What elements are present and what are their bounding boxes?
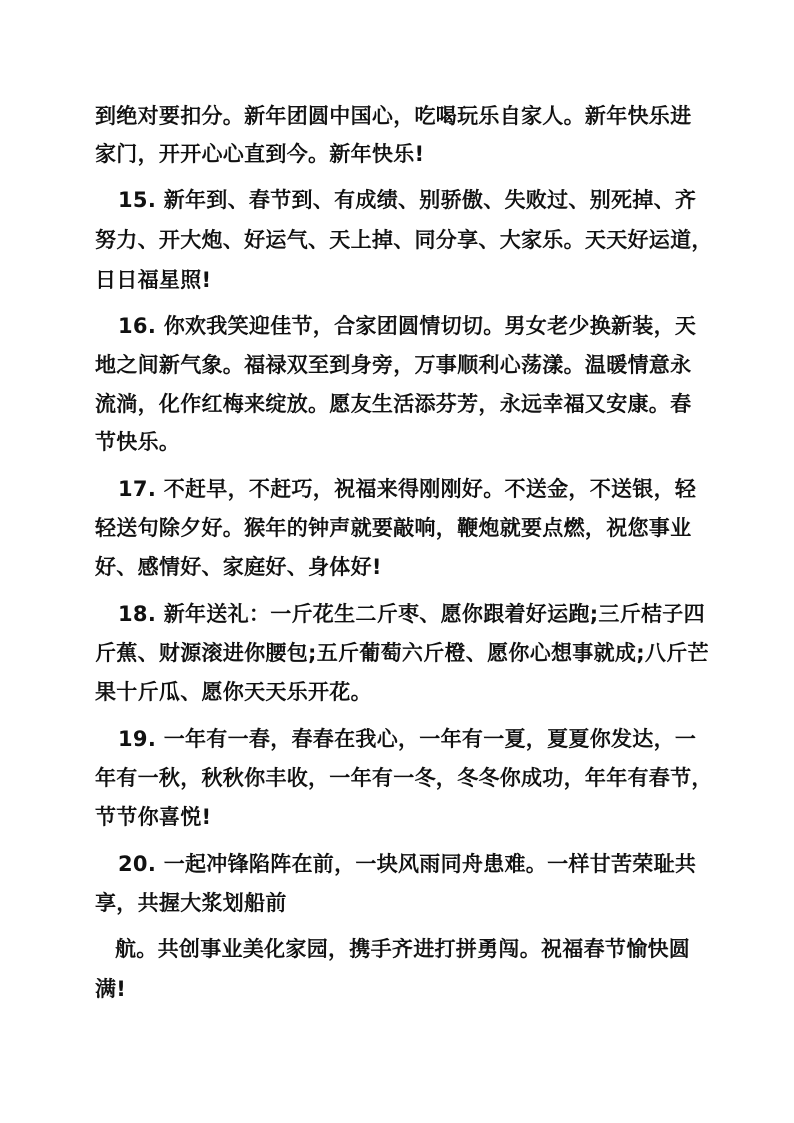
text-line: 流淌，化作红梅来绽放。愿友生活添芬芳，永远幸福又安康。春	[95, 392, 692, 416]
text-line: 节快乐。	[95, 430, 181, 454]
text-line: 航。共创事业美化家园，携手齐进打拼勇闯。祝福春节愉快圆	[115, 937, 691, 961]
text-line-item-16: 16. 你欢我笑迎佳节，合家团圆情切切。男女老少换新装，天	[118, 314, 697, 338]
text-line: 享，共握大浆划船前	[95, 891, 287, 915]
text-line: 节节你喜悦!	[95, 805, 212, 829]
text-line: 地之间新气象。福禄双至到身旁，万事顺利心荡漾。温暖情意永	[95, 353, 692, 377]
text-line: 年有一秋，秋秋你丰收，一年有一冬，冬冬你成功，年年有春节，	[95, 766, 713, 790]
text-line-item-15: 15. 新年到、春节到、有成绩、别骄傲、失败过、别死掉、齐	[118, 188, 697, 212]
text-line: 到绝对要扣分。新年团圆中国心，吃喝玩乐自家人。新年快乐进	[95, 104, 692, 128]
text-line: 斤蕉、财源滚进你腰包;五斤葡萄六斤橙、愿你心想事就成;八斤芒	[95, 641, 709, 665]
text-line: 果十斤瓜、愿你天天乐开花。	[95, 680, 372, 704]
text-line-item-19: 19. 一年有一春，春春在我心，一年有一夏，夏夏你发达，一	[118, 727, 697, 751]
text-line: 努力、开大炮、好运气、天上掉、同分享、大家乐。天天好运道，	[95, 228, 713, 252]
text-line-item-17: 17. 不赶早，不赶巧，祝福来得刚刚好。不送金，不送银，轻	[118, 477, 697, 501]
text-line: 轻送句除夕好。猴年的钟声就要敲响，鞭炮就要点燃，祝您事业	[95, 516, 692, 540]
text-line: 日日福星照!	[95, 268, 212, 292]
text-line: 满!	[95, 977, 127, 1001]
text-line-item-20: 20. 一起冲锋陷阵在前，一块风雨同舟患难。一样甘苦荣耻共	[118, 852, 697, 876]
text-line-item-18: 18. 新年送礼：一斤花生二斤枣、愿你跟着好运跑;三斤桔子四	[118, 602, 705, 626]
text-line: 好、感情好、家庭好、身体好!	[95, 555, 382, 579]
text-line: 家门，开开心心直到今。新年快乐!	[95, 142, 425, 166]
